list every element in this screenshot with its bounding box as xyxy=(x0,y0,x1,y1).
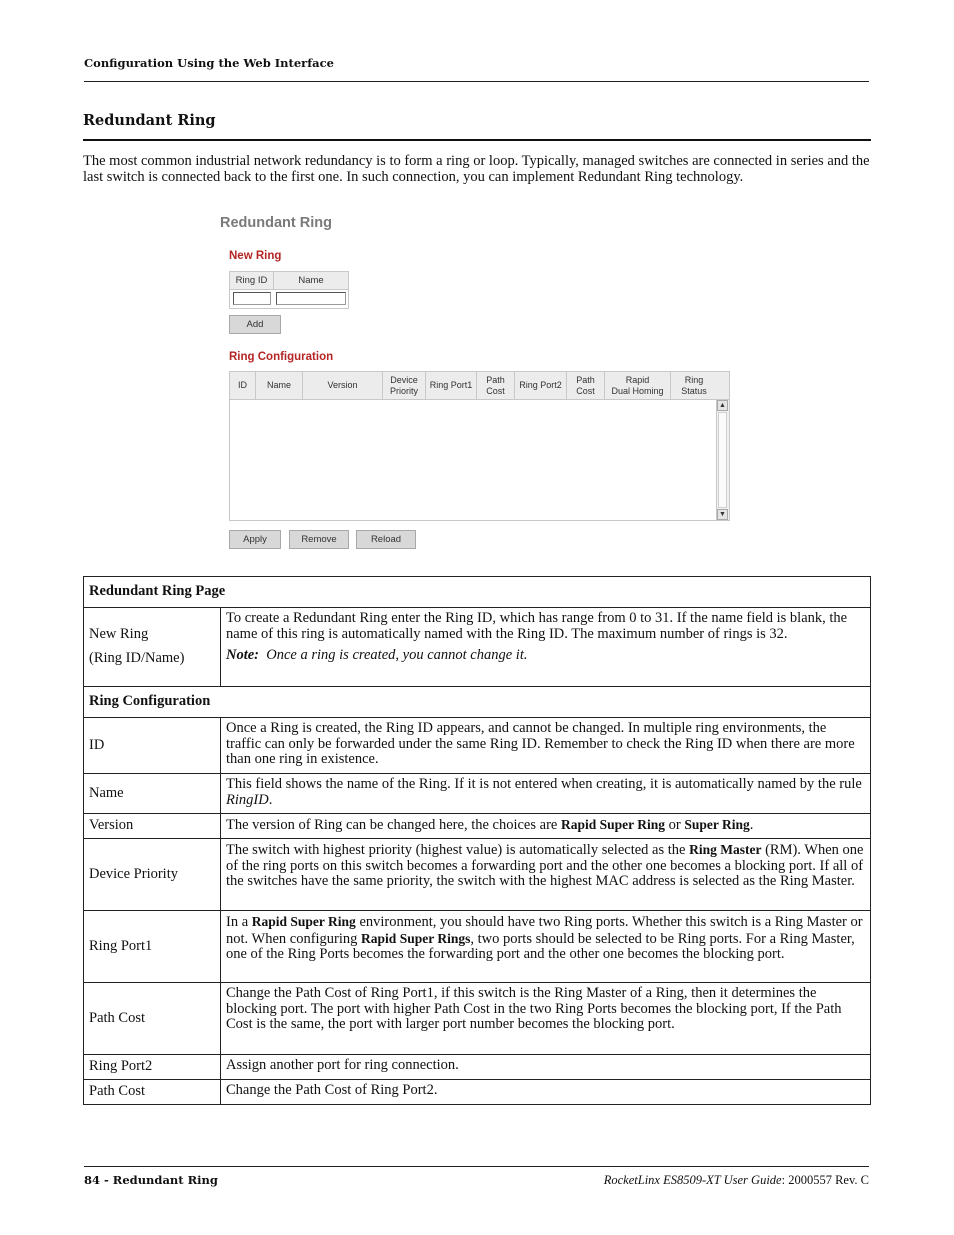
row-label-path-cost-1: Path Cost xyxy=(84,983,221,1055)
row-desc-device-priority: The switch with highest priority (highest value) is automatically selected as the Ring Master (RM). When one of the ring ports on this switch becomes a forwarding port and the other one becomes a blocking port. If all of the switches have the same priority, the switch with the highest MAC address is selected as the Ring Master. xyxy=(221,839,871,911)
row-label-version: Version xyxy=(84,814,221,839)
new-ring-title: New Ring xyxy=(229,250,282,262)
footer-doc-title: RocketLinx ES8509-XT User Guide: 2000557 Rev. C xyxy=(603,1173,869,1187)
col-id[interactable]: ID xyxy=(230,372,256,399)
col-ring-id: Ring ID xyxy=(230,272,274,290)
col-path-cost-2[interactable]: Path Cost xyxy=(567,372,605,399)
intro-paragraph: The most common industrial network redundancy is to form a ring or loop. Typically, managed switches are connected in series and the last switch is connected back to the first one. In such connection, you can implement Redundant Ring technology. xyxy=(83,153,870,185)
header-rule xyxy=(84,81,869,82)
redundant-ring-table xyxy=(83,576,871,1105)
row-desc-ring-port1: In a Rapid Super Ring environment, you should have two Ring ports. Whether this switch is a Ring Master or not. When configuring Rapid Super Rings, two ports should be selected to be Ring ports. For a Ring Master, one of the Ring Ports becomes the forwarding port and the other one becomes the blocking port. xyxy=(221,911,871,983)
row-desc-version: The version of Ring can be changed here, the choices are Rapid Super Ring or Super Ring. xyxy=(221,814,871,839)
apply-button[interactable]: Apply xyxy=(229,530,281,549)
remove-button[interactable]: Remove xyxy=(289,530,349,549)
scroll-down-icon[interactable]: ▼ xyxy=(717,509,728,520)
section-title: Redundant Ring xyxy=(83,112,216,129)
ui-page-title: Redundant Ring xyxy=(220,215,332,231)
vertical-scrollbar[interactable] xyxy=(716,400,729,520)
col-rapid-dual-homing[interactable]: Rapid Dual Homing xyxy=(605,372,671,399)
ring-configuration-header-row: Ring Configuration xyxy=(84,687,871,718)
row-desc-path-cost-2: Change the Path Cost of Ring Port2. xyxy=(221,1080,871,1105)
ring-id-input[interactable] xyxy=(233,292,271,305)
ring-configuration-title: Ring Configuration xyxy=(229,351,334,363)
scroll-thumb[interactable] xyxy=(718,412,727,508)
footer-page-label: 84 - Redundant Ring xyxy=(84,1173,218,1187)
section-rule xyxy=(83,139,871,141)
ring-configuration-header xyxy=(230,372,729,400)
row-desc-name: This field shows the name of the Ring. If it is not entered when creating, it is automatically named by the rule RingID. xyxy=(221,774,871,814)
row-label-path-cost-2: Path Cost xyxy=(84,1080,221,1105)
col-name: Name xyxy=(274,272,348,290)
row-label-id: ID xyxy=(84,718,221,774)
col-ring-status[interactable]: Ring Status xyxy=(681,374,707,396)
col-ring-port1[interactable]: Ring Port1 xyxy=(426,372,477,399)
col-name[interactable]: Name xyxy=(256,372,303,399)
footer-rule xyxy=(84,1166,869,1167)
row-label-ring-port1: Ring Port1 xyxy=(84,911,221,983)
row-desc-id: Once a Ring is created, the Ring ID appears, and cannot be changed. In multiple ring environments, the traffic can only be forwarded under the same Ring ID. Remember to check the Ring ID when there are more than one ring in existence. xyxy=(221,718,871,774)
col-device-priority[interactable]: Device Priority xyxy=(383,372,426,399)
row-desc-path-cost-1: Change the Path Cost of Ring Port1, if this switch is the Ring Master of a Ring, then it determines the blocking port. The port with higher Path Cost in the two Ring Ports becomes the blocking port, If the Path Cost is the same, the port with larger port number becomes the blocking port. xyxy=(221,983,871,1055)
note: Note: Once a ring is created, you cannot change it. xyxy=(226,647,528,664)
scroll-up-icon[interactable]: ▲ xyxy=(717,400,728,411)
ring-name-input[interactable] xyxy=(276,292,346,305)
col-ring-port2[interactable]: Ring Port2 xyxy=(515,372,567,399)
running-header: Configuration Using the Web Interface xyxy=(84,56,334,70)
row-desc-new-ring: To create a Redundant Ring enter the Ring ID, which has range from 0 to 31. If the name field is blank, the name of this ring is automatically named with the Ring ID. The maximum number of rings is 32. Note: Once a ring is created, you cannot change it. xyxy=(221,608,871,687)
col-version[interactable]: Version xyxy=(303,372,383,399)
col-path-cost-1[interactable]: Path Cost xyxy=(477,372,515,399)
row-label-new-ring: New Ring (Ring ID/Name) xyxy=(84,608,221,687)
add-button[interactable]: Add xyxy=(229,315,281,334)
new-ring-table xyxy=(229,271,349,309)
row-label-device-priority: Device Priority xyxy=(84,839,221,911)
row-label-name: Name xyxy=(84,774,221,814)
row-desc-ring-port2: Assign another port for ring connection. xyxy=(221,1055,871,1080)
ring-configuration-table xyxy=(229,371,730,521)
table-header: Redundant Ring Page xyxy=(84,577,871,608)
row-label-ring-port2: Ring Port2 xyxy=(84,1055,221,1080)
reload-button[interactable]: Reload xyxy=(356,530,416,549)
